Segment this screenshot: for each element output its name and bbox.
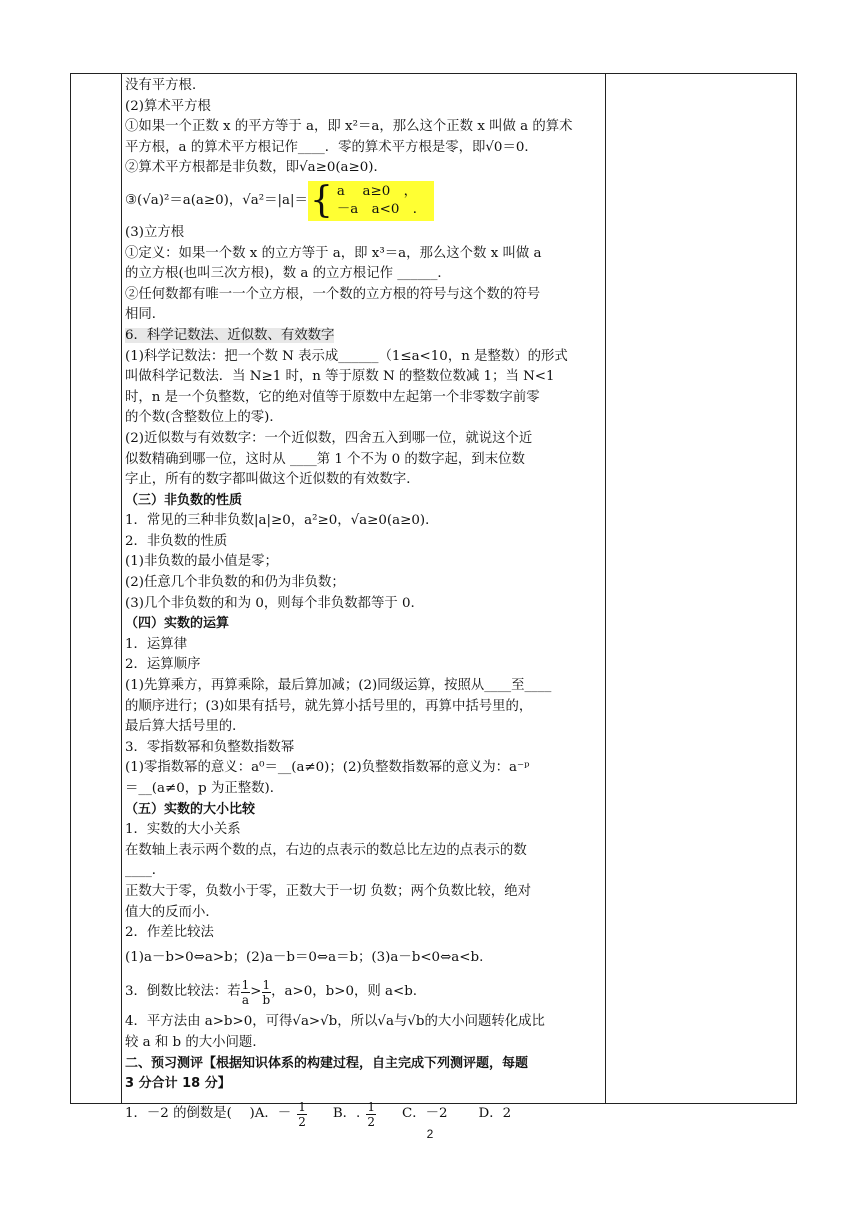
text-line: 2．运算顺序 bbox=[125, 657, 201, 673]
text-line: 较 a 和 b 的大小问题． bbox=[125, 1034, 266, 1050]
column-divider-right bbox=[605, 74, 606, 1103]
option-cd: C．－2 D．2 bbox=[401, 1106, 512, 1122]
fraction-denominator: b bbox=[262, 992, 271, 1007]
section-heading: （五）实数的大小比较 bbox=[125, 801, 256, 817]
fraction bbox=[262, 978, 272, 1007]
page-number: 2 bbox=[426, 1127, 434, 1141]
text-line: 2．作差比较法 bbox=[125, 925, 214, 941]
text-line: 1．实数的大小关系 bbox=[125, 822, 241, 838]
text-line: (3)立方根 bbox=[125, 224, 185, 240]
option-b: B．. bbox=[332, 1106, 361, 1122]
text-line: (3)几个非负数的和为 0，则每个非负数都等于 0. bbox=[125, 595, 415, 611]
text-line: (2)算术平方根 bbox=[125, 98, 211, 114]
text-line: ____． bbox=[125, 863, 166, 879]
fraction bbox=[241, 978, 251, 1007]
formula-left: ③(√a)²＝a(a≥0)，√a²＝|a|＝ bbox=[125, 192, 308, 208]
piecewise-row: a a≥0 ， bbox=[336, 183, 417, 199]
text-line: 在数轴上表示两个数的点，右边的点表示的数总比左边的点表示的数 bbox=[125, 842, 527, 858]
fraction-numerator: 1 bbox=[241, 977, 250, 992]
text-fragment: 3．倒数比较法：若 bbox=[125, 984, 241, 1000]
section-heading bbox=[125, 326, 603, 347]
text-line: ①定义：如果一个数 x 的立方等于 a，即 x³＝a，那么这个数 x 叫做 a bbox=[125, 245, 542, 261]
text-line: 正数大于零，负数小于零，正数大于一切 负数；两个负数比较，绝对 bbox=[125, 883, 531, 899]
text-line: (2)近似数与有效数字：一个近似数，四舍五入到哪一位，就说这个近 bbox=[125, 430, 533, 446]
text-line: 1．常见的三种非负数|a|≥0，a²≥0，√a≥0(a≥0)． bbox=[125, 513, 439, 529]
piecewise-highlight bbox=[308, 181, 434, 221]
column-divider-left bbox=[121, 74, 122, 1103]
text-line: (1)科学记数法：把一个数 N 表示成______（1≤a<10，n 是整数）的形式 bbox=[125, 348, 568, 364]
section-heading: 3 分合计 18 分】 bbox=[125, 1076, 231, 1092]
text-line: (2)任意几个非负数的和仍为非负数； bbox=[125, 575, 345, 591]
formula-line bbox=[125, 179, 603, 223]
content-cell bbox=[125, 76, 603, 1135]
text-line: 相同． bbox=[125, 307, 166, 323]
gt-sign: > bbox=[250, 984, 262, 1000]
fraction-denominator: 2 bbox=[367, 1115, 375, 1130]
text-line: (1)非负数的最小值是零； bbox=[125, 554, 278, 570]
text-line: 没有平方根． bbox=[125, 78, 206, 93]
fraction-denominator: 2 bbox=[298, 1115, 306, 1130]
fraction-numerator: 1 bbox=[298, 1100, 306, 1115]
fraction bbox=[297, 1100, 307, 1129]
text-line: 叫做科学记数法．当 N≥1 时，n 等于原数 N 的整数位数减 1；当 N<1 bbox=[125, 369, 555, 385]
section-heading: 二、预习测评【根据知识体系的构建过程，自主完成下列测评题，每题 bbox=[125, 1055, 529, 1071]
fraction-denominator: a bbox=[241, 992, 250, 1007]
fraction bbox=[366, 1100, 376, 1129]
text-line: 平方根，a 的算术平方根记作____．零的算术平方根是零，即√0＝0． bbox=[125, 139, 538, 155]
section-heading: （四）实数的运算 bbox=[125, 616, 230, 632]
text-line: 2．非负数的性质 bbox=[125, 533, 228, 549]
text-line: 的立方根(也叫三次方根)，数 a 的立方根记作 ______． bbox=[125, 266, 451, 282]
question-text: 1．－2 的倒数是( )A．－ bbox=[125, 1106, 292, 1122]
text-line: 值大的反而小． bbox=[125, 904, 219, 920]
formula-line bbox=[125, 972, 603, 1012]
section-heading-text: 6．科学记数法、近似数、有效数字 bbox=[125, 327, 335, 343]
fraction-numerator: 1 bbox=[367, 1100, 375, 1115]
text-line: ＝__(a≠0，p 为正整数)． bbox=[125, 781, 284, 796]
fraction-numerator: 1 bbox=[262, 977, 271, 992]
text-fragment: ，a>0，b>0，则 a<b. bbox=[271, 984, 418, 1000]
text-line: 字止，所有的数字都叫做这个近似数的有效数字． bbox=[125, 472, 420, 488]
text-line: 的顺序进行；(3)如果有括号，就先算小括号里的，再算中括号里的， bbox=[125, 698, 533, 714]
text-line: 最后算大括号里的． bbox=[125, 719, 246, 735]
text-line: (1)零指数幂的意义：a⁰＝__(a≠0)；(2)负整数指数幂的意义为：a⁻ᵖ bbox=[125, 760, 530, 776]
text-line: (1)先算乘方，再算乘除，最后算加减；(2)同级运算，按照从____至____ bbox=[125, 678, 552, 694]
text-line: 的个数(含整数位上的零)． bbox=[125, 410, 283, 426]
section-heading: （三）非负数的性质 bbox=[125, 492, 243, 508]
text-line: ②任何数都有唯一一个立方根，一个数的立方根的符号与这个数的符号 bbox=[125, 286, 541, 302]
text-line: (1)a－b>0⇔a>b；(2)a－b＝0⇔a＝b；(3)a－b<0⇔a<b. bbox=[125, 949, 484, 965]
piecewise-row: －a a<0 ． bbox=[336, 201, 427, 217]
brace-icon: { bbox=[309, 179, 333, 221]
text-line: 3．零指数幂和负整数指数幂 bbox=[125, 739, 295, 755]
text-line: ②算术平方根都是非负数，即√a≥0(a≥0)． bbox=[125, 160, 387, 176]
text-line: ①如果一个正数 x 的平方等于 a，即 x²＝a，那么这个正数 x 叫做 a 的算术 bbox=[125, 119, 573, 135]
text-line: 4．平方法由 a>b>0，可得√a>√b，所以√a与√b的大小问题转化成比 bbox=[125, 1014, 545, 1030]
text-line: 似数精确到哪一位，这时从 ____第 1 个不为 0 的数字起，到末位数 bbox=[125, 451, 525, 467]
text-line: 时，n 是一个负整数，它的绝对值等于原数中左起第一个非零数字前零 bbox=[125, 389, 540, 405]
text-line: 1．运算律 bbox=[125, 636, 188, 652]
